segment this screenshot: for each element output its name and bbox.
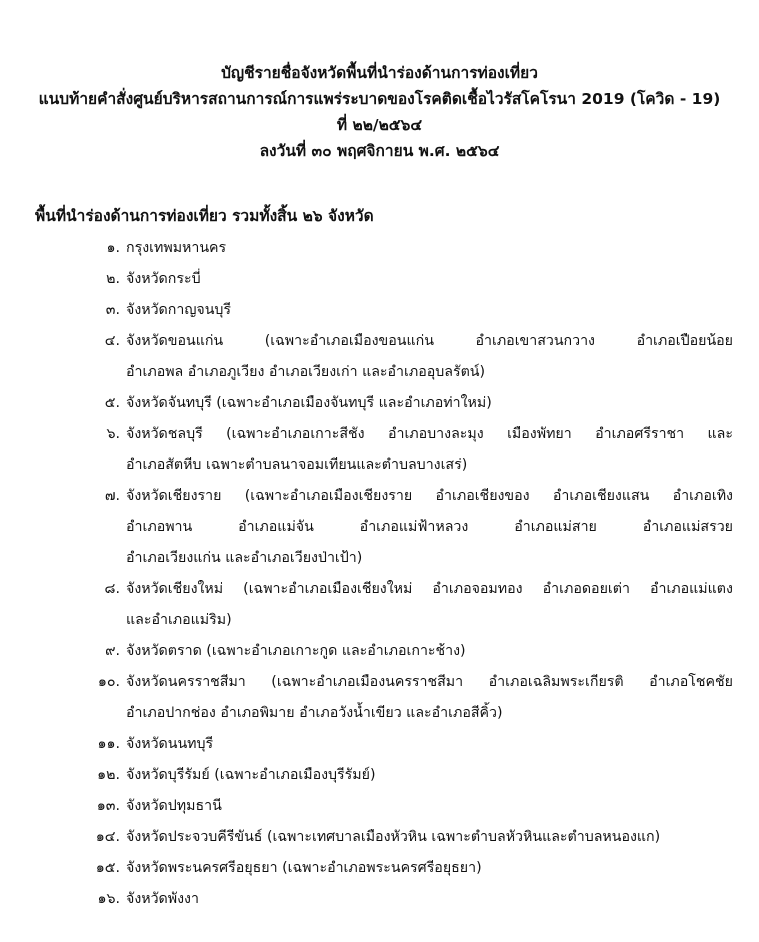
list-item xyxy=(0,729,759,760)
list-item-number: ๘. xyxy=(104,581,120,597)
list-item-number: ๑๑. xyxy=(97,736,120,752)
list-item-text: อำเภอปากช่อง อำเภอพิมาย อำเภอวังน้ำเขียว และอำเภอสีคิ้ว) xyxy=(126,705,503,721)
list-item-text: จังหวัดชลบุรี (เฉพาะอำเภอเกาะสีชัง อำเภอบางละมุง เมืองพัทยา อำเภอศรีราชา และ xyxy=(126,426,733,442)
header-date: ลงวันที่ ๓๐ พฤศจิกายน พ.ศ. ๒๕๖๔ xyxy=(259,142,500,160)
list-item-text: จังหวัดนครราชสีมา (เฉพาะอำเภอเมืองนครราชสีมา อำเภอเฉลิมพระเกียรติ อำเภอโชคชัย xyxy=(126,674,733,690)
list-item-text: จังหวัดกระบี่ xyxy=(126,271,201,287)
list-item-text: จังหวัดเชียงราย (เฉพาะอำเภอเมืองเชียงราย อำเภอเชียงของ อำเภอเชียงแสน อำเภอเทิง xyxy=(126,488,733,504)
list-item-text: จังหวัดนนทบุรี xyxy=(126,736,214,752)
list-item xyxy=(0,853,759,884)
list-item-text: อำเภอสัตหีบ เฉพาะตำบลนาจอมเทียนและตำบลบางเสร่) xyxy=(126,457,468,473)
list-item-number: ๗. xyxy=(104,488,120,504)
list-item-text: จังหวัดพังงา xyxy=(126,891,199,907)
list-item-number: ๑๐. xyxy=(97,674,120,690)
list-item-number: ๖. xyxy=(106,426,120,442)
list-item-number: ๙. xyxy=(105,643,120,659)
list-item-text: จังหวัดพระนครศรีอยุธยา (เฉพาะอำเภอพระนครศรีอยุธยา) xyxy=(126,860,482,876)
list-item-number: ๑๖. xyxy=(97,891,120,907)
list-item-text: จังหวัดตราด (เฉพาะอำเภอเกาะกูด และอำเภอเกาะช้าง) xyxy=(126,643,466,659)
section-title: พื้นที่นำร่องด้านการท่องเที่ยว รวมทั้งสิ้น ๒๖ จังหวัด xyxy=(35,207,374,225)
list-item xyxy=(0,295,759,326)
list-item xyxy=(0,791,759,822)
list-item xyxy=(0,326,759,388)
list-item-text: จังหวัดจันทบุรี (เฉพาะอำเภอเมืองจันทบุรี และอำเภอท่าใหม่) xyxy=(126,395,492,411)
list-item-text: จังหวัดกาญจนบุรี xyxy=(126,302,232,318)
list-item xyxy=(0,419,759,481)
header-subtitle: แนบท้ายคำสั่งศูนย์บริหารสถานการณ์การแพร่ระบาดของโรคติดเชื้อไวรัสโคโรนา 2019 (โควิด - 19) xyxy=(38,90,721,108)
document-header xyxy=(0,60,759,164)
list-item xyxy=(0,388,759,419)
list-item xyxy=(0,760,759,791)
list-item-number: ๓. xyxy=(105,302,120,318)
list-item-text: จังหวัดขอนแก่น (เฉพาะอำเภอเมืองขอนแก่น อำเภอเขาสวนกวาง อำเภอเปือยน้อย xyxy=(126,333,733,349)
list-item-text: อำเภอพาน อำเภอแม่จัน อำเภอแม่ฟ้าหลวง อำเภอแม่สาย อำเภอแม่สรวย xyxy=(126,519,733,535)
list-item xyxy=(0,884,759,915)
list-item-number: ๑๓. xyxy=(96,798,120,814)
list-item-text: และอำเภอแม่ริม) xyxy=(126,612,232,628)
list-item-text: อำเภอเวียงแก่น และอำเภอเวียงป่าเป้า) xyxy=(126,550,363,566)
list-item-number: ๑๒. xyxy=(97,767,120,783)
list-item xyxy=(0,481,759,574)
list-item-text: กรุงเทพมหานคร xyxy=(126,240,227,256)
list-item xyxy=(0,667,759,729)
header-order-number: ที่ ๒๒/๒๕๖๔ xyxy=(336,116,423,134)
list-item-number: ๒. xyxy=(106,271,120,287)
header-title: บัญชีรายชื่อจังหวัดพื้นที่นำร่องด้านการท่องเที่ยว xyxy=(221,64,538,82)
list-item-text: จังหวัดปทุมธานี xyxy=(126,798,222,814)
list-item xyxy=(0,574,759,636)
list-item xyxy=(0,822,759,853)
list-item-text: จังหวัดเชียงใหม่ (เฉพาะอำเภอเมืองเชียงใหม่ อำเภอจอมทอง อำเภอดอยเต่า อำเภอแม่แตง xyxy=(126,581,733,597)
list-item xyxy=(0,233,759,264)
list-item xyxy=(0,264,759,295)
list-item-number: ๕. xyxy=(104,395,120,411)
province-list xyxy=(0,233,759,915)
list-item-number: ๔. xyxy=(104,333,120,349)
list-item-number: ๑๔. xyxy=(95,829,120,845)
list-item-number: ๑. xyxy=(106,240,120,256)
list-item-text: จังหวัดบุรีรัมย์ (เฉพาะอำเภอเมืองบุรีรัมย์) xyxy=(126,767,376,783)
list-item-text: จังหวัดประจวบคีรีขันธ์ (เฉพาะเทศบาลเมืองหัวหิน เฉพาะตำบลหัวหินและตำบลหนองแก) xyxy=(126,829,661,845)
list-item-number: ๑๕. xyxy=(95,860,120,876)
list-item xyxy=(0,636,759,667)
list-item-text: อำเภอพล อำเภอภูเวียง อำเภอเวียงเก่า และอำเภออุบลรัตน์) xyxy=(126,364,486,380)
